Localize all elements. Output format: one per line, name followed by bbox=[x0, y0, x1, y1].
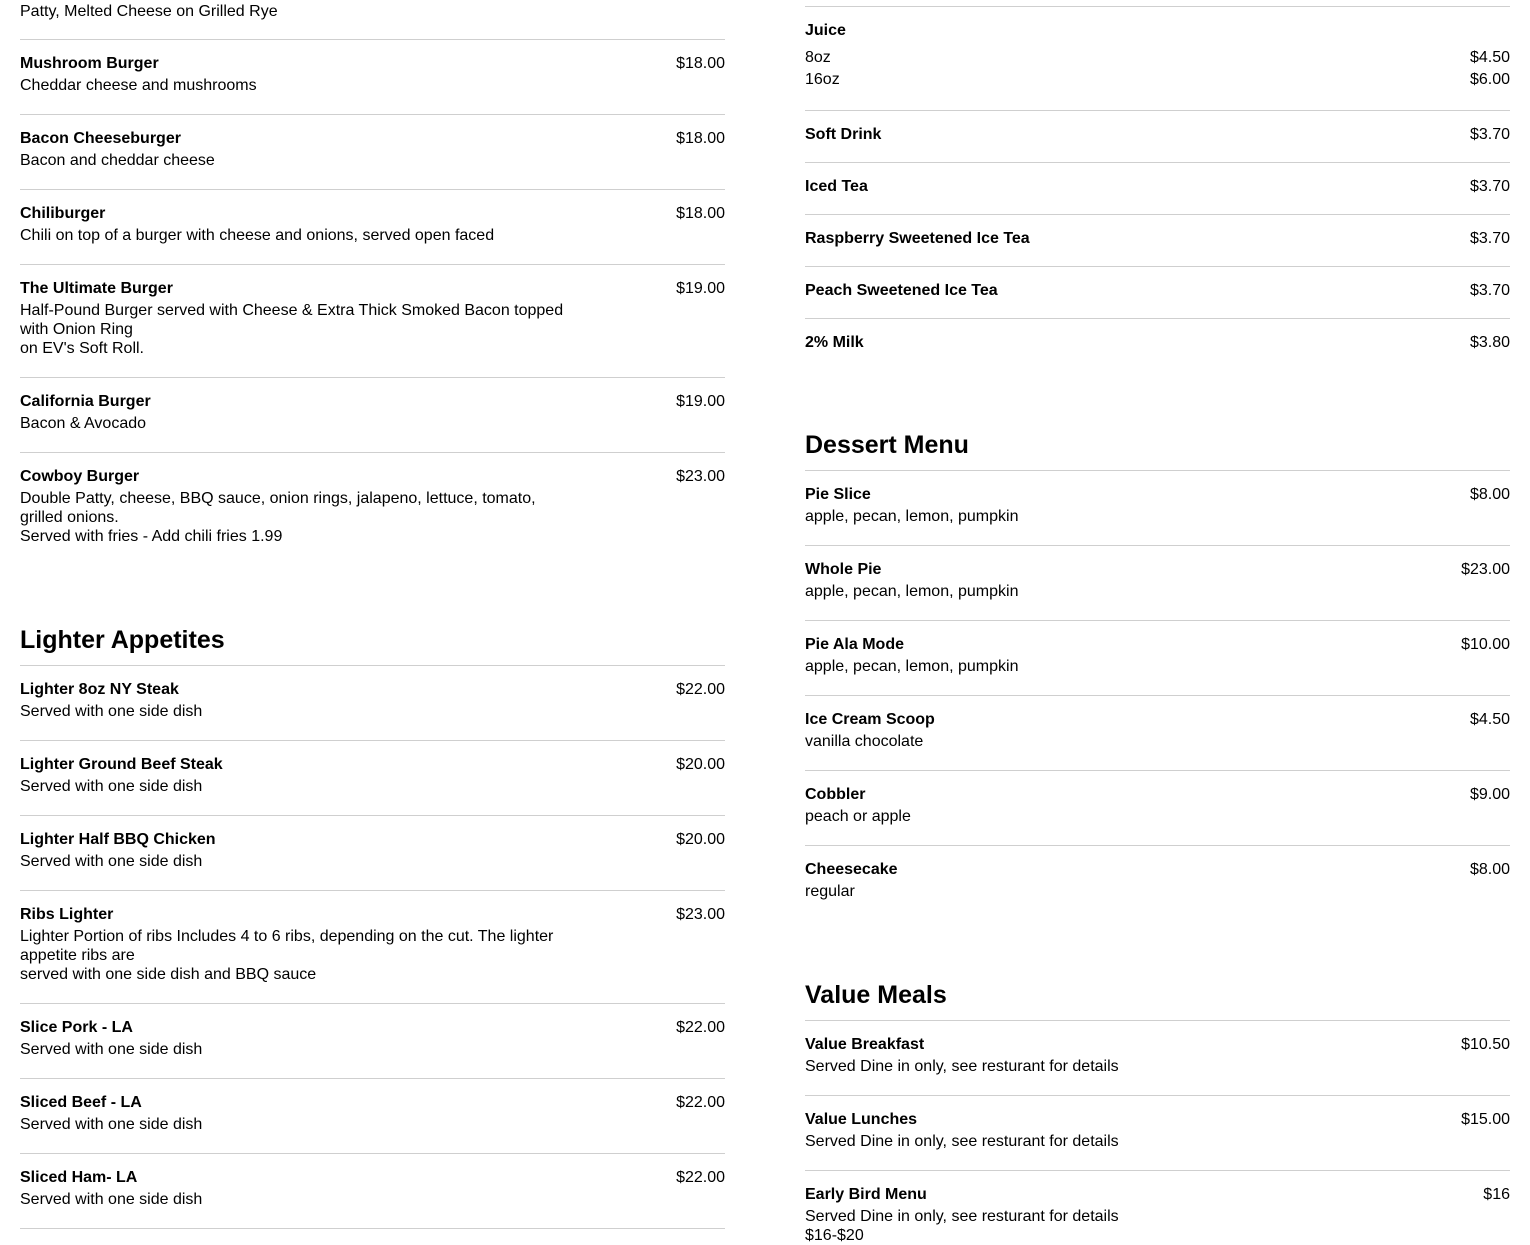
menu-item-cowboy-burger[interactable] bbox=[20, 467, 725, 552]
item-name: Pie Slice bbox=[805, 486, 871, 503]
menu-item-lighter-ny-steak[interactable] bbox=[20, 680, 725, 741]
item-name: Chiliburger bbox=[20, 205, 106, 222]
item-description: Served Dine in only, see resturant for details bbox=[805, 1058, 1119, 1075]
size-label: 8oz bbox=[805, 49, 831, 66]
item-price: $16 bbox=[1483, 1186, 1510, 1203]
item-description: Double Patty, cheese, BBQ sauce, onion rings, jalapeno, lettuce, tomato, grilled onions. Served with fries - Add chili fries 1.99 bbox=[20, 490, 536, 545]
divider bbox=[20, 39, 725, 40]
item-name: Cheesecake bbox=[805, 861, 898, 878]
size-price: $4.50 bbox=[1469, 49, 1510, 66]
item-price: $3.70 bbox=[1469, 282, 1510, 299]
item-price: $3.80 bbox=[1469, 334, 1510, 351]
menu-item-pie-slice[interactable] bbox=[805, 485, 1510, 546]
menu-item-ribs-lighter[interactable] bbox=[20, 905, 725, 1004]
divider bbox=[805, 1020, 1510, 1021]
menu-item-slice-pork-la[interactable] bbox=[20, 1018, 725, 1079]
menu-item-raspberry-ice-tea[interactable] bbox=[805, 229, 1510, 267]
size-price: $6.00 bbox=[1469, 71, 1510, 88]
item-description: Half-Pound Burger served with Cheese & Extra Thick Smoked Bacon topped with Onion Ring on EV's Soft Roll. bbox=[20, 302, 564, 357]
item-name: Raspberry Sweetened Ice Tea bbox=[805, 230, 1030, 247]
menu-item-lighter-half-bbq-chicken[interactable] bbox=[20, 830, 725, 891]
item-name: Whole Pie bbox=[805, 561, 882, 578]
menu-item-early-bird-menu[interactable] bbox=[805, 1185, 1510, 1244]
item-price: $23.00 bbox=[676, 906, 725, 923]
item-description: apple, pecan, lemon, pumpkin bbox=[805, 583, 1019, 600]
item-name: Iced Tea bbox=[805, 178, 868, 195]
item-price: $19.00 bbox=[676, 280, 725, 297]
item-name: Cobbler bbox=[805, 786, 866, 803]
section-title-value-meals: Value Meals bbox=[805, 981, 947, 1009]
item-description: Served Dine in only, see resturant for details $16-$20 bbox=[805, 1208, 1119, 1244]
item-price: $4.50 bbox=[1469, 711, 1510, 728]
item-price: $3.70 bbox=[1469, 126, 1510, 143]
item-name: Soft Drink bbox=[805, 126, 882, 143]
menu-item-lighter-ground-beef-steak[interactable] bbox=[20, 755, 725, 816]
item-name: Ice Cream Scoop bbox=[805, 711, 935, 728]
item-name: Lighter Half BBQ Chicken bbox=[20, 831, 216, 848]
item-name: Sliced Beef - LA bbox=[20, 1094, 142, 1111]
item-name: Juice bbox=[805, 22, 846, 39]
item-description: Chili on top of a burger with cheese and onions, served open faced bbox=[20, 227, 495, 244]
menu-item-peach-ice-tea[interactable] bbox=[805, 281, 1510, 319]
item-description: apple, pecan, lemon, pumpkin bbox=[805, 508, 1019, 525]
item-name: California Burger bbox=[20, 393, 151, 410]
item-name: Early Bird Menu bbox=[805, 1186, 927, 1203]
item-name: Lighter 8oz NY Steak bbox=[20, 681, 179, 698]
section-title-lighter-appetites: Lighter Appetites bbox=[20, 626, 225, 654]
item-price: $18.00 bbox=[676, 130, 725, 147]
item-name: Ribs Lighter bbox=[20, 906, 114, 923]
menu-item-iced-tea[interactable] bbox=[805, 177, 1510, 215]
item-description: peach or apple bbox=[805, 808, 911, 825]
item-name: Lighter Ground Beef Steak bbox=[20, 756, 223, 773]
menu-item-cheesecake[interactable] bbox=[805, 860, 1510, 920]
item-price: $18.00 bbox=[676, 205, 725, 222]
item-price: $22.00 bbox=[676, 1019, 725, 1036]
item-description: Served with one side dish bbox=[20, 853, 203, 870]
menu-item-sliced-ham-la[interactable] bbox=[20, 1168, 725, 1229]
item-price: $9.00 bbox=[1469, 786, 1510, 803]
menu-item-sliced-beef-la[interactable] bbox=[20, 1093, 725, 1154]
divider bbox=[805, 6, 1510, 7]
item-description: Cheddar cheese and mushrooms bbox=[20, 77, 257, 94]
item-name: Mushroom Burger bbox=[20, 55, 159, 72]
item-price: $15.00 bbox=[1461, 1111, 1510, 1128]
item-price: $10.50 bbox=[1461, 1036, 1510, 1053]
item-price: $23.00 bbox=[676, 468, 725, 485]
menu-item-pie-ala-mode[interactable] bbox=[805, 635, 1510, 696]
menu-item-whole-pie[interactable] bbox=[805, 560, 1510, 621]
item-price: $22.00 bbox=[676, 681, 725, 698]
item-name: Peach Sweetened Ice Tea bbox=[805, 282, 998, 299]
item-price: $20.00 bbox=[676, 831, 725, 848]
item-price: $22.00 bbox=[676, 1169, 725, 1186]
item-description: apple, pecan, lemon, pumpkin bbox=[805, 658, 1019, 675]
item-price: $23.00 bbox=[1461, 561, 1510, 578]
item-price: $20.00 bbox=[676, 756, 725, 773]
item-price: $22.00 bbox=[676, 1094, 725, 1111]
item-description: Served with one side dish bbox=[20, 1041, 203, 1058]
size-label: 16oz bbox=[805, 71, 840, 88]
item-price: $8.00 bbox=[1469, 861, 1510, 878]
item-description: Bacon and cheddar cheese bbox=[20, 152, 215, 169]
item-price: $18.00 bbox=[676, 55, 725, 72]
item-description-fragment: Patty, Melted Cheese on Grilled Rye bbox=[20, 3, 278, 20]
item-description: Served with one side dish bbox=[20, 778, 203, 795]
menu-item-value-breakfast[interactable] bbox=[805, 1035, 1510, 1096]
item-name: Value Lunches bbox=[805, 1111, 918, 1128]
item-name: 2% Milk bbox=[805, 334, 864, 351]
section-title-dessert-menu: Dessert Menu bbox=[805, 431, 969, 459]
item-description: Served with one side dish bbox=[20, 1191, 203, 1208]
item-name: Slice Pork - LA bbox=[20, 1019, 133, 1036]
divider bbox=[805, 470, 1510, 471]
menu-item-mushroom-burger[interactable] bbox=[20, 54, 725, 115]
item-description: vanilla chocolate bbox=[805, 733, 924, 750]
item-description: Served with one side dish bbox=[20, 1116, 203, 1133]
item-name: Pie Ala Mode bbox=[805, 636, 904, 653]
item-description: Bacon & Avocado bbox=[20, 415, 147, 432]
divider bbox=[20, 665, 725, 666]
menu-item-california-burger[interactable] bbox=[20, 392, 725, 453]
item-description: regular bbox=[805, 883, 855, 900]
menu-item-value-lunches[interactable] bbox=[805, 1110, 1510, 1171]
menu-item-chiliburger[interactable] bbox=[20, 204, 725, 265]
item-description: Served Dine in only, see resturant for details bbox=[805, 1133, 1119, 1150]
item-name: Bacon Cheeseburger bbox=[20, 130, 181, 147]
item-price: $10.00 bbox=[1461, 636, 1510, 653]
item-name: Sliced Ham- LA bbox=[20, 1169, 138, 1186]
menu-item-juice[interactable] bbox=[805, 21, 1510, 111]
menu-item-soft-drink[interactable] bbox=[805, 125, 1510, 163]
item-price: $19.00 bbox=[676, 393, 725, 410]
item-price: $3.70 bbox=[1469, 230, 1510, 247]
item-price: $3.70 bbox=[1469, 178, 1510, 195]
item-description: Lighter Portion of ribs Includes 4 to 6 ribs, depending on the cut. The lighter appetite ribs are served with one side dish and BBQ sauce bbox=[20, 928, 554, 983]
item-price: $8.00 bbox=[1469, 486, 1510, 503]
menu-item-ice-cream-scoop[interactable] bbox=[805, 710, 1510, 771]
menu-item-bacon-cheeseburger[interactable] bbox=[20, 129, 725, 190]
item-name: The Ultimate Burger bbox=[20, 280, 173, 297]
item-name: Value Breakfast bbox=[805, 1036, 925, 1053]
menu-item-cobbler[interactable] bbox=[805, 785, 1510, 846]
item-name: Cowboy Burger bbox=[20, 468, 140, 485]
menu-item-2-percent-milk[interactable] bbox=[805, 333, 1510, 370]
menu-item-ultimate-burger[interactable] bbox=[20, 279, 725, 378]
item-description: Served with one side dish bbox=[20, 703, 203, 720]
